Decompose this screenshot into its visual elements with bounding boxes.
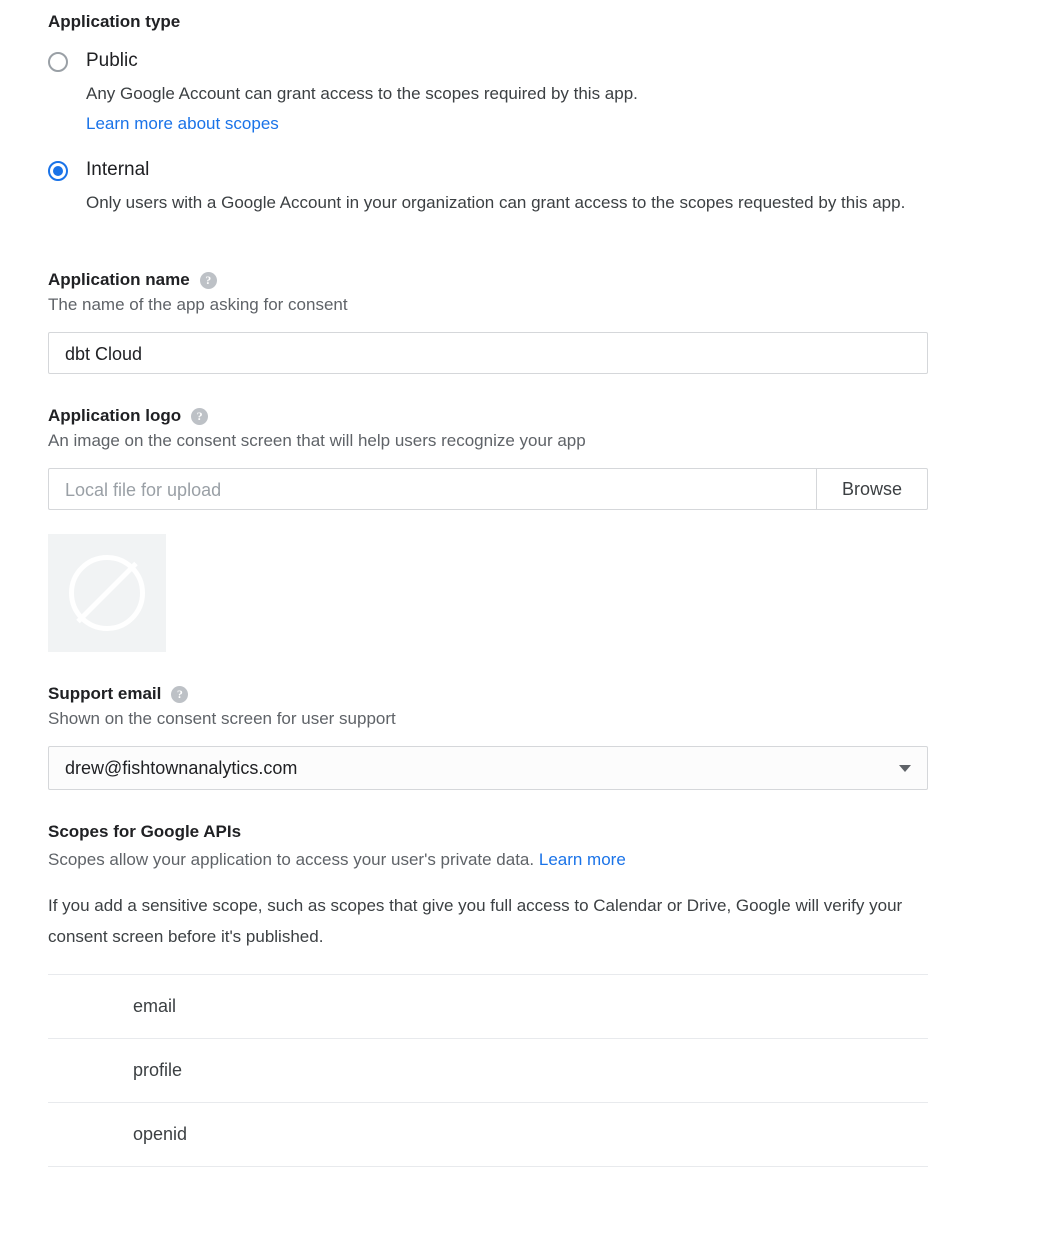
support-email-heading: [48, 682, 930, 706]
radio-public-input[interactable]: [48, 52, 68, 72]
application-name-subtitle: The name of the app asking for consent: [48, 295, 348, 314]
chevron-down-icon[interactable]: [899, 765, 911, 772]
application-name-heading: [48, 268, 930, 292]
radio-option-internal[interactable]: [48, 157, 930, 218]
help-icon[interactable]: ?: [191, 408, 208, 425]
table-row[interactable]: [48, 1103, 928, 1167]
application-logo-heading: [48, 404, 930, 428]
scopes-description: [48, 846, 930, 874]
scopes-table-body: [48, 975, 928, 1167]
spacer: [48, 374, 930, 404]
help-icon[interactable]: ?: [200, 272, 217, 289]
radio-public-body: [86, 48, 930, 139]
scopes-verification-note: If you add a sensitive scope, such as scopes that give you full access to Calendar or Drive, Google will verify your consent screen before it's published.: [48, 896, 903, 946]
row-spacer-cell: [48, 1039, 132, 1103]
radio-option-public[interactable]: [48, 48, 930, 139]
browse-button[interactable]: Browse: [816, 468, 928, 510]
scope-name: openid: [133, 1124, 188, 1144]
row-spacer-cell: [48, 975, 132, 1039]
scope-name: email: [133, 996, 177, 1016]
learn-more-about-scopes-link[interactable]: Learn more about scopes: [86, 114, 279, 133]
spacer: [48, 652, 930, 682]
scopes-heading: Scopes for Google APIs: [48, 822, 242, 841]
support-email-subtitle: Shown on the consent screen for user support: [48, 709, 396, 728]
application-type-heading: Application type: [48, 12, 181, 31]
support-email-value: drew@fishtownanalytics.com: [65, 757, 298, 778]
scopes-table: [48, 974, 928, 1167]
table-row[interactable]: [48, 975, 928, 1039]
spacer: [48, 222, 930, 268]
broken-image-icon: [48, 534, 166, 652]
radio-internal-body: [86, 157, 930, 218]
logo-file-input[interactable]: Local file for upload: [48, 468, 816, 510]
support-email-title: Support email: [48, 684, 162, 703]
scopes-learn-more-link[interactable]: Learn more: [538, 850, 626, 869]
spacer: [48, 790, 930, 820]
radio-internal-label: Internal: [86, 159, 150, 180]
row-spacer-cell: [48, 1103, 132, 1167]
application-name-input[interactable]: dbt Cloud: [48, 332, 928, 374]
radio-internal-input[interactable]: [48, 161, 68, 181]
application-logo-subtitle: An image on the consent screen that will help users recognize your app: [48, 431, 586, 450]
spacer: [48, 143, 930, 157]
radio-public-label: Public: [86, 50, 138, 71]
table-row[interactable]: [48, 1039, 928, 1103]
radio-internal-description: Only users with a Google Account in your organization can grant access to the scopes requested by this app.: [86, 193, 906, 212]
help-icon[interactable]: ?: [171, 686, 188, 703]
application-name-title: Application name: [48, 270, 190, 289]
application-type-radio-group[interactable]: [48, 48, 930, 218]
application-logo-upload-row: [48, 468, 928, 510]
scopes-description-text: Scopes allow your application to access your user's private data.: [48, 850, 535, 869]
radio-public-description: Any Google Account can grant access to the scopes required by this app.: [86, 84, 638, 103]
support-email-select[interactable]: [48, 746, 928, 790]
scope-name: profile: [133, 1060, 183, 1080]
application-logo-title: Application logo: [48, 406, 182, 425]
